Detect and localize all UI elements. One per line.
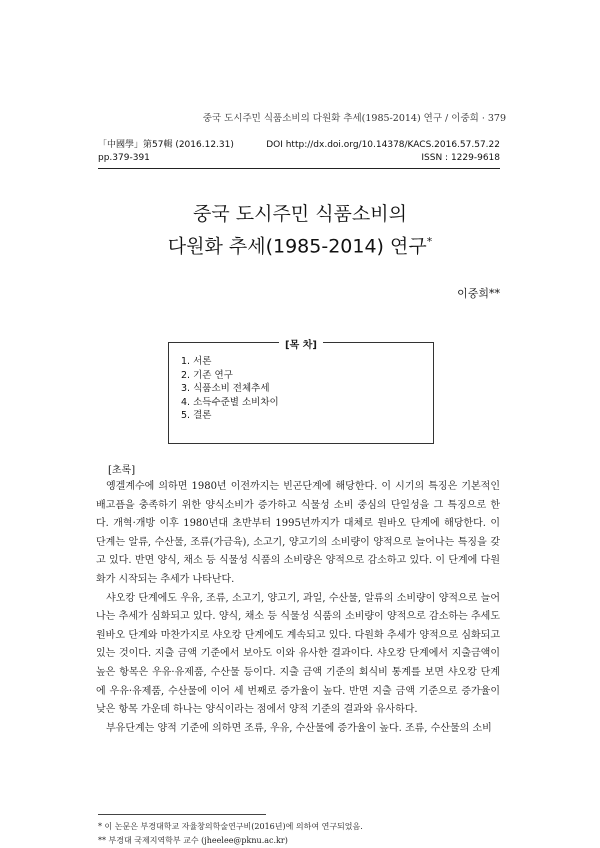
toc-item[interactable]: 5. 결론: [181, 410, 212, 421]
table-of-contents: [168, 342, 434, 444]
paper-title: [0, 200, 600, 260]
author-name: 이중희**: [457, 287, 500, 300]
footnotes: [98, 820, 500, 848]
footnote-1: * 이 논문은 부경대학교 자율창의학술연구비(2016년)에 의하여 연구되었음.: [98, 822, 363, 831]
toc-item[interactable]: 3. 식품소비 전체추세: [181, 383, 270, 394]
issn: ISSN : 1229-9618: [421, 153, 500, 163]
abstract-paragraph: 샤오캉 단계에도 우유, 조류, 소고기, 양고기, 과일, 수산물, 알류의 소비량이 양적으로 늘어나는 추세가 심화되고 있다. 양식, 채소 등 식물성 식품의 소비량이 양적으로 감소하는 추세도 원바오 단계와 마찬가지로 샤오캉 단계에도 계속되고 있다. 다원화 추세가 양적으로 심화되고 있는 것이다. 지출 금액 기준에서 보아도 이와 유사한 결과이다. 샤오캉 단계에서 지출금액이 높은 항목은 우유·유제품, 수산물 등이다. 지출 금액 기준의 회식비 통계를 보면 샤오캉 단계에 우유·유제품, 수산물에 이어 세 번째로 증가율이 높다. 반면 지출 금액 기준으로 증가율이 낮은 항목 가운데 하나는 양식이라는 점에서 양적 기준의 결과와 유사하다.: [96, 592, 500, 716]
toc-heading: [목 차]: [169, 336, 433, 351]
title-line-1: 중국 도시주민 식품소비의: [193, 203, 407, 225]
journal-info: 「中國學」第57輯 (2016.12.31): [98, 140, 234, 150]
abstract-label: [초록]: [108, 465, 136, 476]
footnote-divider: [98, 814, 266, 815]
toc-item[interactable]: 4. 소득수준별 소비차이: [181, 396, 279, 408]
title-footnote-mark: *: [426, 235, 433, 248]
abstract-paragraph: 부유단계는 양적 기준에 의하면 조류, 우유, 수산물에 증가율이 높다. 조류, 수산물의 소비: [106, 722, 492, 734]
journal-meta: [98, 139, 500, 169]
page-range: pp.379-391: [98, 153, 150, 163]
toc-list: [181, 355, 279, 423]
title-line-2: 다원화 추세(1985-2014) 연구*: [167, 235, 433, 258]
running-head: 중국 도시주민 식품소비의 다원화 추세(1985-2014) 연구 / 이중희 · 379: [202, 113, 506, 124]
toc-item[interactable]: 2. 기존 연구: [181, 369, 233, 381]
meta-divider: [98, 168, 500, 169]
abstract-paragraph: 옝겔계수에 의하면 1980년 이전까지는 빈곤단계에 해당한다. 이 시기의 특징은 기본적인 배고픔을 충족하기 위한 양식소비가 증가하고 식물성 소비 중심의 단일성을 그 특징으로 한다. 개혁·개방 이후 1980년대 초반부터 1995년까지가 대체로 원바오 단계에 해당한다. 이 단계는 알류, 수산물, 조류(가금육), 소고기, 양고기의 소비량이 양적으로 늘어나는 특징을 갖고 있다. 반면 양식, 채소 등 식물성 식품의 소비량은 양적으로 감소하고 있다. 이 단계에 다원화가 시작되는 추세가 나타난다.: [96, 481, 500, 585]
abstract-body: [96, 478, 500, 738]
doi[interactable]: DOI http://dx.doi.org/10.14378/KACS.2016.57.57.22: [266, 140, 500, 150]
toc-item[interactable]: 1. 서론: [181, 356, 212, 367]
footnote-2: ** 부경대 국제지역학부 교수 (jheelee@pknu.ac.kr): [98, 836, 288, 845]
